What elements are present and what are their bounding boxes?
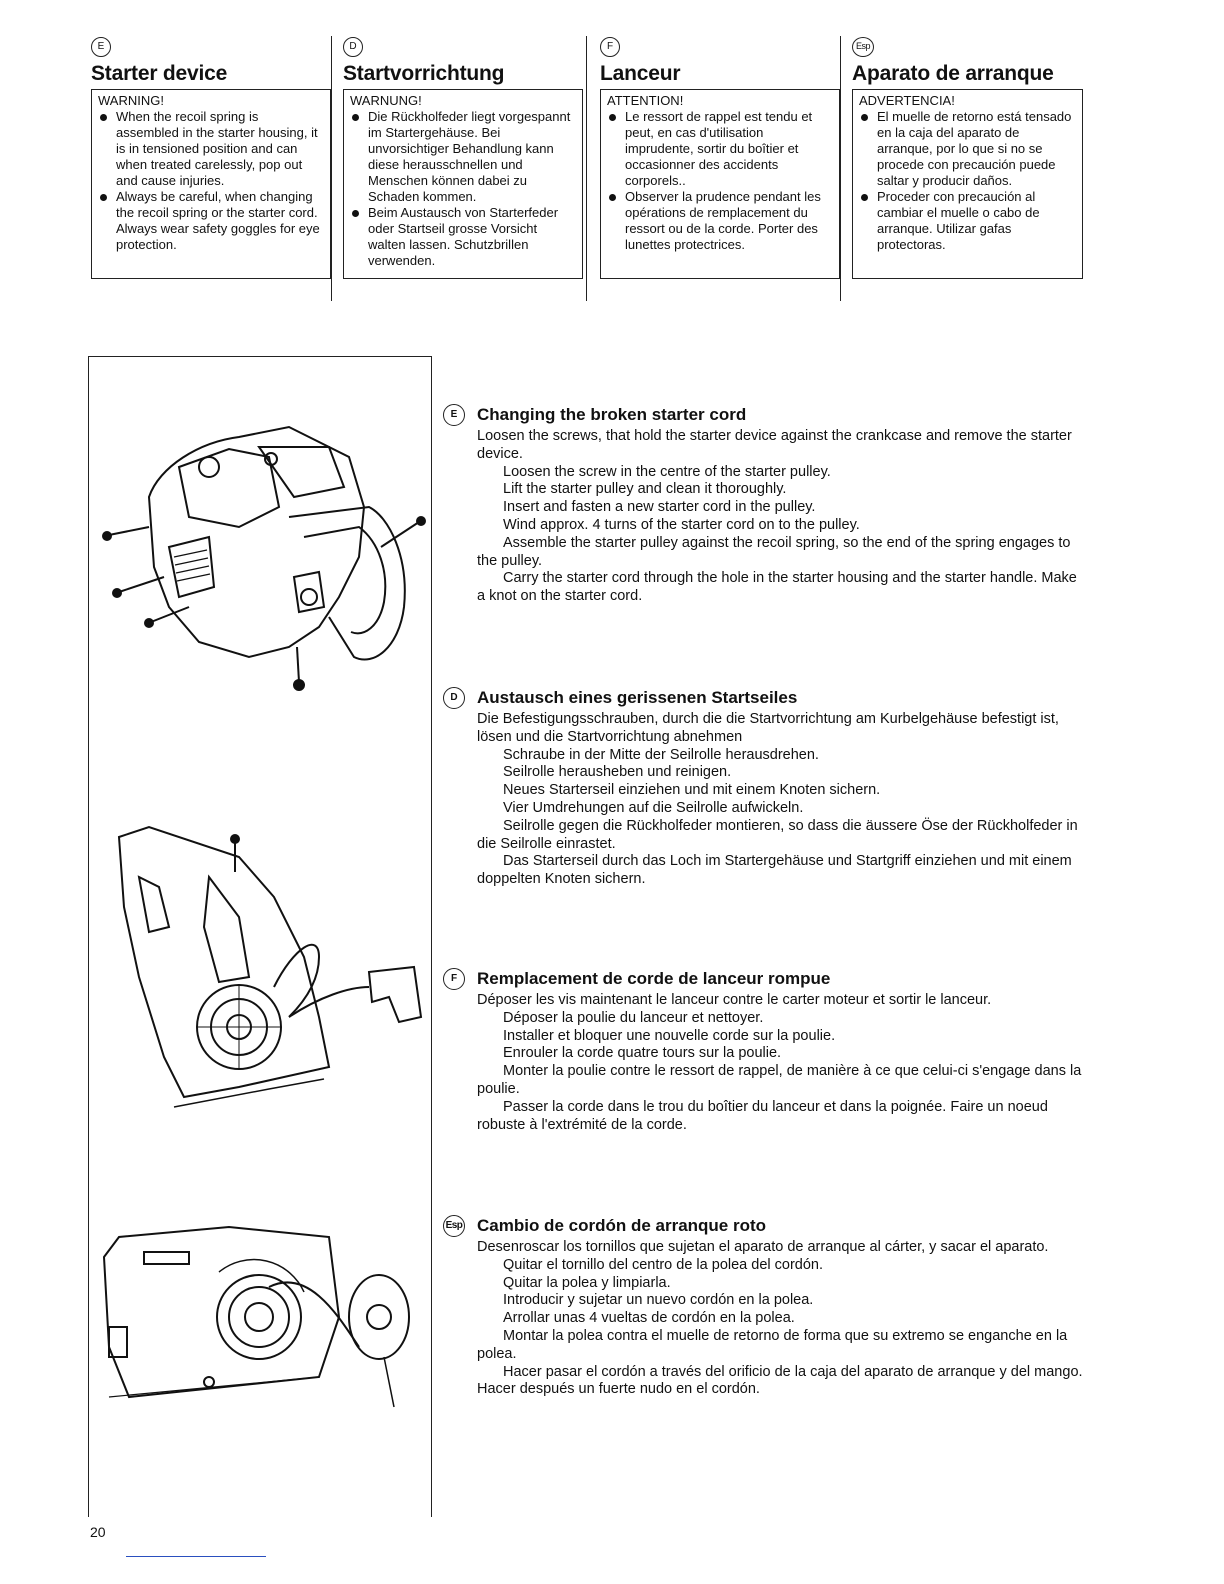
illustration-panel [88,356,432,1517]
section-spanish [443,1215,1088,1399]
warning-box [343,89,583,279]
section-heading [443,687,1088,709]
warning-bullet: Beim Austausch von Starterfeder oder Startseil grosse Vorsicht walten lassen. Schutzbrillen verwenden. [350,205,576,269]
lang-badge-d: D [343,37,363,57]
section-title: Remplacement de corde de lanceur rompue [477,969,831,989]
section-step: Vier Umdrehungen auf die Seilrolle aufwickeln. [503,799,804,816]
lang-badge-d: D [443,687,465,709]
lang-badge-e: E [443,404,465,426]
section-step: Monter la poulie contre le ressort de rappel, de manière à ce que celui-ci s'engage dans la poulie. [477,1063,1082,1097]
section-step: Schraube in der Mitte der Seilrolle herausdrehen. [503,746,819,763]
section-step: Loosen the screw in the centre of the starter pulley. [503,463,831,480]
section-german [443,687,1088,889]
section-step: Quitar el tornillo del centro de la polea del cordón. [503,1256,823,1273]
section-step: Montar la polea contra el muelle de retorno de forma que su extremo se enganche en la polea. [477,1327,1068,1362]
warning-title: WARNUNG! [350,93,422,108]
column-english [91,36,331,279]
warning-title: WARNING! [98,93,164,108]
section-lead: Desenroscar los tornillos que sujetan el aparato de arranque al cárter, y sacar el aparato. [477,1239,1049,1255]
warning-title: ADVERTENCIA! [859,92,955,108]
section-step: Passer la corde dans le trou du boîtier du lanceur et dans la poignée. Faire un noeud robuste à l'extrémité de la corde. [477,1098,1048,1133]
section-body [477,992,1088,1134]
section-step: Insert and fasten a new starter cord in the pulley. [503,499,816,516]
section-step: Seilrolle herausheben und reinigen. [503,764,732,781]
starter-pulley-illustration [104,1227,409,1407]
column-heading: Starter device [91,62,228,85]
section-title: Changing the broken starter cord [477,405,747,425]
column-heading: Aparato de arranque [852,61,1054,85]
section-step: Assemble the starter pulley against the recoil spring, so the end of the spring engages to the pulley. [477,534,1071,569]
section-french [443,968,1088,1134]
warning-bullet: Proceder con precaución al cambiar el muelle o cabo de arranque. Utilizar gafas protectoras. [859,189,1076,253]
column-divider [840,36,841,301]
warning-bullet: Observer la prudence pendant les opérations de remplacement du ressort ou de la corde. Porter des lunettes protectrices. [607,189,833,253]
starter-illustrations [89,357,431,1517]
warning-bullet: Always be careful, when changing the recoil spring or the starter cord. Always wear safety goggles for eye protection. [98,189,324,253]
section-step: Lift the starter pulley and clean it thoroughly. [503,481,787,498]
section-step: Enrouler la corde quatre tours sur la poulie. [503,1045,782,1062]
section-body [477,1239,1088,1399]
section-step: Carry the starter cord through the hole in the starter housing and the starter handle. Make a knot on the starter cord. [477,570,1077,605]
page-number: 20 [90,1524,106,1540]
warning-box [91,89,331,279]
section-step: Seilrolle gegen die Rückholfeder montieren, so dass die äussere Öse der Rückholfeder in die Seilrolle einrastet. [477,817,1078,852]
section-body [477,428,1088,606]
section-step: Installer et bloquer une nouvelle corde sur la poulie. [503,1027,836,1044]
lang-badge-e: E [91,37,111,57]
warning-bullet: Die Rückholfeder liegt vorgespannt im Startergehäuse. Bei unvorsichtiger Behandlung kann diese herausschnellen und Menschen können dabei zu Schaden kommen. [350,109,576,205]
section-step: Neues Starterseil einziehen und mit einem Knoten sichern. [503,782,881,799]
section-lead: Loosen the screws, that hold the starter device against the crankcase and remove the starter device. [477,428,1072,462]
warning-box [600,89,840,279]
lang-badge-f: F [600,37,620,57]
section-heading [443,404,1088,426]
section-step: Quitar la polea y limpiarla. [503,1274,671,1291]
column-german [343,36,583,279]
column-french [600,36,840,279]
warning-bullet: Le ressort de rappel est tendu et peut, en cas d'utilisation imprudente, sortir du boîtier et occasionner des accidents corporels.. [607,109,833,189]
section-step: Das Starterseil durch das Loch im Startergehäuse und Startgriff einziehen und mit einem doppelten Knoten sichern. [477,853,1072,888]
warning-bullet: El muelle de retorno está tensado en la caja del aparato de arranque, por lo que si no se procede con precaución puede saltar y producir daños. [859,109,1076,189]
section-body [477,711,1088,889]
lang-badge-esp: Esp [443,1215,465,1237]
warning-title: ATTENTION! [607,93,684,108]
column-divider [586,36,587,301]
column-spanish [852,36,1083,279]
column-heading: Startvorrichtung [343,62,505,85]
lang-badge-esp: Esp [852,37,874,57]
section-step: Déposer la poulie du lanceur et nettoyer. [503,1009,764,1026]
section-lead: Die Befestigungsschrauben, durch die die Startvorrichtung am Kurbelgehäuse befestigt ist, lösen und die Startvorrichtung abnehmen [477,711,1059,745]
warning-bullet: When the recoil spring is assembled in the starter housing, it is in tensioned position and can when treated carelessly, pop out and cause injuries. [98,109,324,189]
section-english [443,404,1088,606]
section-step: Arrollar unas 4 vueltas de cordón en la polea. [503,1310,795,1327]
section-step: Hacer pasar el cordón a través del orificio de la caja del aparato de arranque y del mango. Hacer después un fuerte nudo en el cordón. [477,1363,1083,1398]
section-step: Introducir y sujetar un nuevo cordón en la polea. [503,1292,814,1309]
starter-housing-illustration [119,827,421,1107]
section-lead: Déposer les vis maintenant le lanceur contre le carter moteur et sortir le lanceur. [477,992,992,1008]
lang-badge-f: F [443,968,465,990]
column-divider [331,36,332,301]
section-title: Cambio de cordón de arranque roto [477,1216,767,1236]
section-heading [443,968,1088,990]
chainsaw-illustration [103,427,425,690]
footer-rule [126,1556,266,1557]
column-heading: Lanceur [600,62,681,85]
section-step: Wind approx. 4 turns of the starter cord on to the pulley. [503,516,860,533]
section-title: Austausch eines gerissenen Startseiles [477,688,798,708]
section-heading [443,1215,1088,1237]
warning-box [852,89,1083,279]
